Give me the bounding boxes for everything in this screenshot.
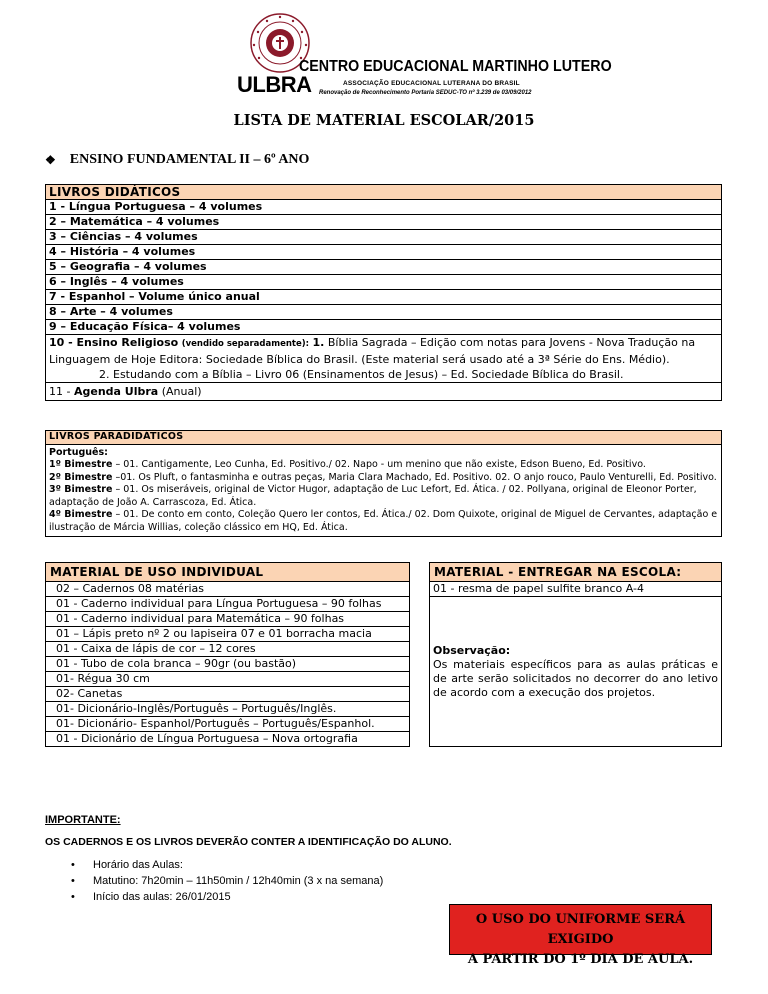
material-table — [45, 562, 722, 747]
list-item: 1 - Língua Portuguesa – 4 volumes — [46, 200, 722, 215]
list-item: 6 – Inglês – 4 volumes — [46, 275, 722, 290]
list-item: 01 - Caderno individual para Matemática – 90 folhas — [46, 612, 410, 627]
livros-didaticos-header: LIVROS DIDÁTICOS — [46, 185, 722, 200]
association-name: ASSOCIAÇÃO EDUCACIONAL LUTERANA DO BRASIL — [343, 80, 520, 87]
list-item: 3 – Ciências – 4 volumes — [46, 230, 722, 245]
list-item: 01- Régua 30 cm — [46, 672, 410, 687]
list-item: 02 – Cadernos 08 matérias — [46, 582, 410, 597]
diamond-bullet-icon: ❖ — [45, 152, 56, 167]
list-item: 01- Dicionário- Espanhol/Português – Português/Espanhol. — [46, 717, 410, 732]
list-item: 9 – Educação Física– 4 volumes — [46, 320, 722, 335]
livros-didaticos-table — [45, 184, 722, 401]
entregar-item: 01 - resma de papel sulfite branco A-4 — [430, 582, 722, 597]
ulbra-logo-text: ULBRA — [237, 72, 312, 97]
important-heading: IMPORTANTE: — [45, 814, 121, 826]
ensino-religioso-row: 10 - Ensino Religioso (vendido separadamente): 1. Bíblia Sagrada – Edição com notas para Jovens - Nova Tradução na Linguagem de Hoje Editora: Sociedade Bíblica do Brasil. (Este material será usado até a 3ª Série do Ens. Médio). 2. Estudando com a Bíblia – Livro 06 (Ensinamentos de Jesus) – Ed. Sociedade Bíblica do Brasil. — [46, 335, 722, 383]
list-item: 7 - Espanhol – Volume único anual — [46, 290, 722, 305]
list-item: 8 – Arte – 4 volumes — [46, 305, 722, 320]
list-item: • Matutino: 7h20min – 11h50min / 12h40min (3 x na semana) — [71, 873, 383, 889]
list-item: 01 - Caixa de lápis de cor – 12 cores — [46, 642, 410, 657]
paradidaticos-content: Português: 1º Bimestre – 01. Cantigamente, Leo Cunha, Ed. Positivo./ 02. Napo - um menino que não existe, Edson Bueno, Ed. Positivo. 2º Bimestre –01. Os Pluft, o fantasminha e outras peças, Maria Clara Machado, Ed. Positivo. 02. O anjo rouco, Paulo Venturelli, Ed. Positivo. 3º Bimestre – 01. Os miseráveis, original de Victor Hugor, adaptação de Luc Lefort, Ed. Ática. / 02. Pollyana, original de Eleonor Porter, adaptação de João A. Carrascoza, Ed. Ática. 4º Bimestre – 01. De conto em conto, Coleção Quero ler contos, Ed. Ática./ 02. Dom Quixote, original de Miguel de Cervantes, adaptação e ilustração de Márcia Willias, coleção clássico em HQ, Ed. Ática. — [46, 444, 722, 537]
list-item: 02- Canetas — [46, 687, 410, 702]
level-label: ENSINO FUNDAMENTAL II – 6º ANO — [69, 152, 310, 167]
uniform-notice: O USO DO UNIFORME SERÁ EXIGIDO A PARTIR DO 1º DIA DE AULA. — [449, 904, 712, 955]
school-header — [237, 12, 612, 107]
list-item: 01 - Caderno individual para Língua Portuguesa – 90 folhas — [46, 597, 410, 612]
list-item: • Início das aulas: 26/01/2015 — [71, 889, 383, 905]
page-title: LISTA DE MATERIAL ESCOLAR/2015 — [233, 112, 535, 129]
school-level — [45, 152, 309, 168]
list-item: 01 - Dicionário de Língua Portuguesa – Nova ortografia — [46, 732, 410, 747]
material-entregar-header: MATERIAL - ENTREGAR NA ESCOLA: — [430, 563, 722, 582]
list-item: 5 – Geografia – 4 volumes — [46, 260, 722, 275]
agenda-row: 11 - Agenda Ulbra (Anual) — [46, 383, 722, 401]
schedule-list — [71, 857, 383, 905]
list-item: 01 – Lápis preto nº 2 ou lapiseira 07 e 01 borracha macia — [46, 627, 410, 642]
identification-notice: OS CADERNOS E OS LIVROS DEVERÃO CONTER A IDENTIFICAÇÃO DO ALUNO. — [45, 836, 452, 848]
observation-box — [430, 597, 722, 747]
observation-text: Os materiais específicos para as aulas práticas e de arte serão solicitados no decorrer do ano letivo de acordo com a execução dos projetos. — [433, 657, 718, 699]
list-item: 01- Dicionário-Inglês/Português – Português/Inglês. — [46, 702, 410, 717]
material-individual-header: MATERIAL DE USO INDIVIDUAL — [46, 563, 410, 582]
renovation-note: Renovação de Reconhecimento Portaria SEDUC-TO nº 3.239 de 03/09/2012 — [319, 90, 532, 96]
observation-label: Observação: — [433, 643, 511, 657]
paradidaticos-table — [45, 430, 722, 537]
list-item: 4 – História – 4 volumes — [46, 245, 722, 260]
school-name: CENTRO EDUCACIONAL MARTINHO LUTERO — [299, 58, 612, 75]
paradidaticos-header: LIVROS PARADIDÁTICOS — [46, 431, 722, 445]
list-item: 2 – Matemática – 4 volumes — [46, 215, 722, 230]
list-item: • Horário das Aulas: — [71, 857, 383, 873]
list-item: 01 - Tubo de cola branca – 90gr (ou bastão) — [46, 657, 410, 672]
